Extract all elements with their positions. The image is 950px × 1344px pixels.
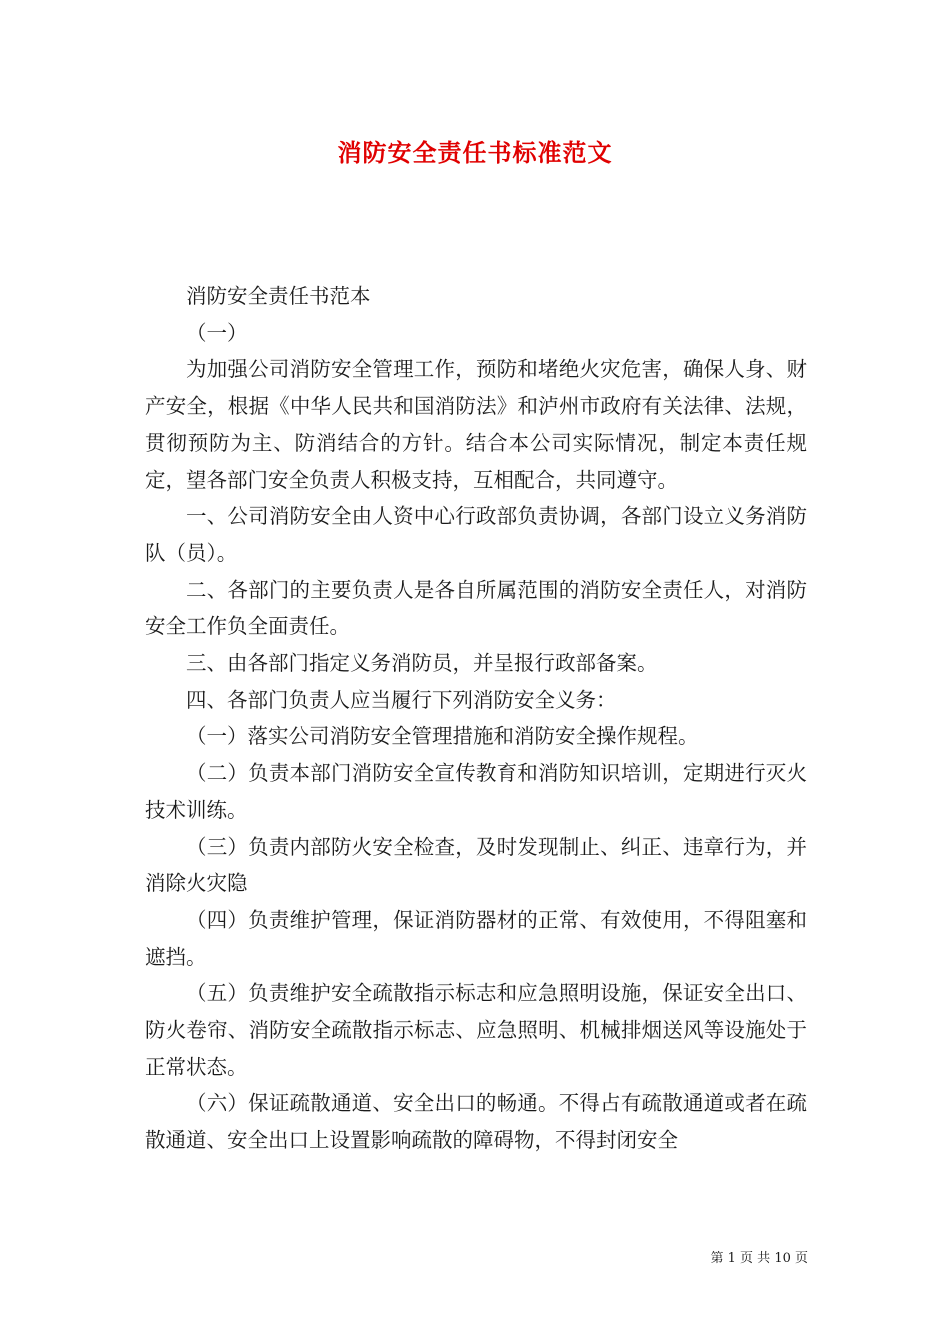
paragraph-heading: 消防安全责任书范本 — [186, 284, 371, 308]
page-number: 第 1 页 共 10 页 — [710, 1251, 808, 1266]
document-body — [145, 278, 807, 1159]
paragraph-subitem-4: （四）负责维护管理，保证消防器材的正常、有效使用，不得阻塞和遮挡。 — [145, 907, 807, 969]
paragraph-section-number: （一） — [186, 320, 248, 345]
paragraph-item-4: 四、各部门负责人应当履行下列消防安全义务： — [186, 687, 617, 712]
paragraph-subitem-2: （二）负责本部门消防安全宣传教育和消防知识培训，定期进行灭火技术训练。 — [145, 761, 807, 822]
paragraph-subitem-3: （三）负责内部防火安全检查，及时发现制止、纠正、违章行为，并消除火灾隐 — [145, 834, 807, 896]
paragraph-subitem-6: （六）保证疏散通道、安全出口的畅通。不得占有疏散通道或者在疏散通道、安全出口上设置影响疏散的障碍物，不得封闭安全 — [145, 1091, 807, 1153]
paragraph-intro: 为加强公司消防安全管理工作，预防和堵绝火灾危害，确保人身、财产安全，根据《中华人民共和国消防法》和泸州市政府有关法律、法规，贯彻预防为主、防消结合的方针。结合本公司实际情况，制定本责任规定，望各部门安全负责人积极支持，互相配合，共同遵守。 — [145, 357, 807, 492]
paragraph-subitem-5: （五）负责维护安全疏散指示标志和应急照明设施，保证安全出口、防火卷帘、消防安全疏散指示标志、应急照明、机械排烟送风等设施处于正常状态。 — [145, 981, 807, 1079]
document-title: 消防安全责任书标准范文 — [337, 139, 613, 167]
paragraph-item-2: 二、各部门的主要负责人是各自所属范围的消防安全责任人，对消防安全工作负全面责任。 — [145, 577, 807, 639]
paragraph-item-1: 一、公司消防安全由人资中心行政部负责协调，各部门设立义务消防队（员）。 — [145, 504, 807, 565]
paragraph-item-3: 三、由各部门指定义务消防员，并呈报行政部备案。 — [186, 651, 658, 676]
paragraph-subitem-1: （一）落实公司消防安全管理措施和消防安全操作规程。 — [186, 724, 699, 749]
